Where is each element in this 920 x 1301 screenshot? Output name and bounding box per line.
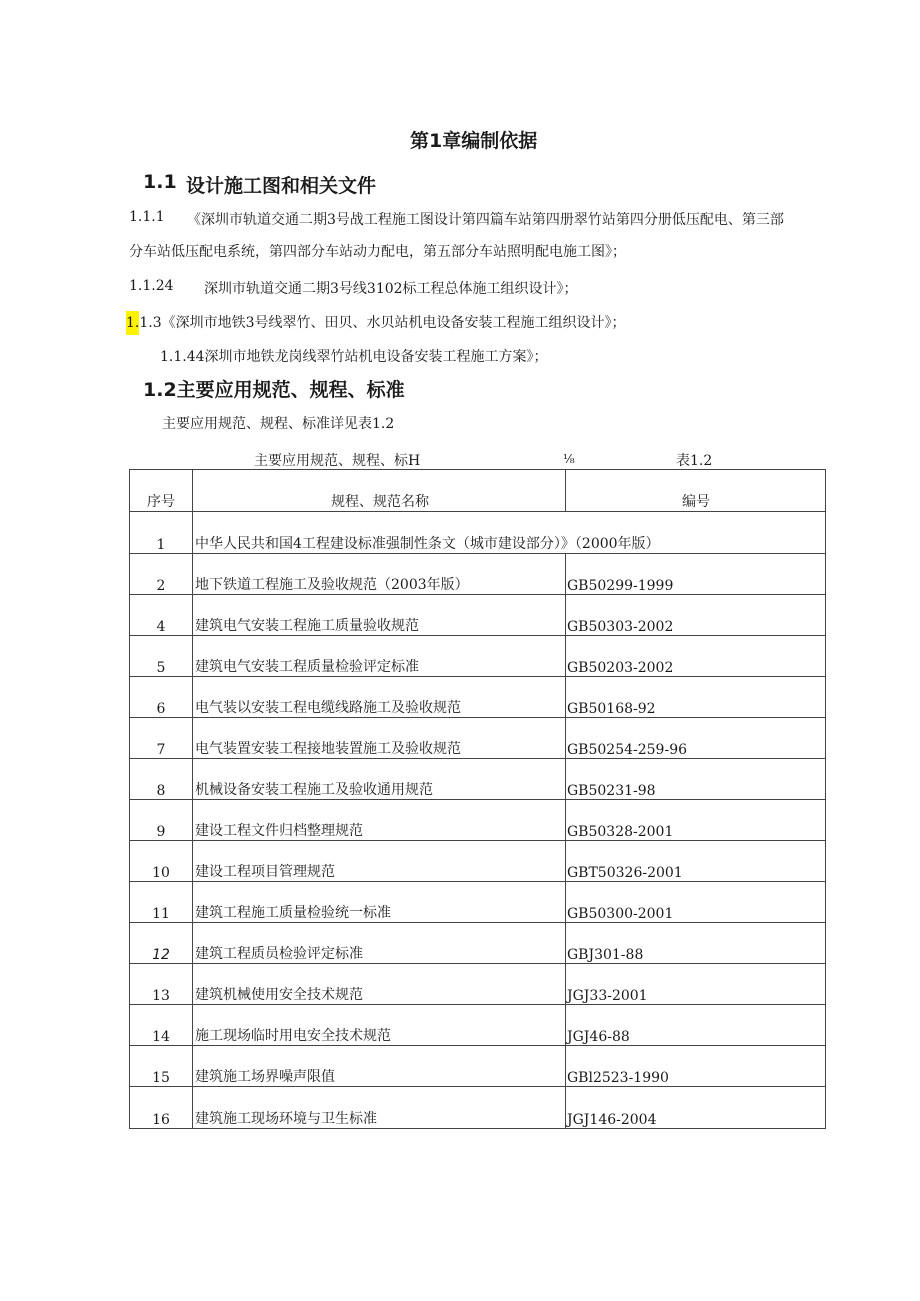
highlight-mark: 1. [126,311,139,335]
row-name: 建筑电气安装工程施工质量验收规范 [193,595,566,636]
row-name: 建筑机械使用安全技术规范 [193,964,566,1005]
row-name: 建设工程项目管理规范 [193,841,566,882]
table-row [130,677,826,718]
row-name: 机械设备安装工程施工及验收通用规范 [193,759,566,800]
table-row [130,882,826,923]
item-1-1-1-number: 1.1.1 [129,209,165,225]
row-name: 地下铁道工程施工及验收规范（2003年版） [193,554,566,595]
table-row [130,512,826,554]
table-row [130,636,826,677]
row-name: 电气装以安装工程电缆线路施工及验收规范 [193,677,566,718]
row-num: 8 [130,759,193,800]
standards-table [129,469,826,1129]
row-num: 4 [130,595,193,636]
row-code: GB50300-2001 [566,882,826,923]
header-code: 编号 [566,470,826,512]
row-num: 1 [130,512,193,554]
row-name: 建筑施工现场环境与卫生标准 [193,1087,566,1129]
table-row [130,554,826,595]
row-num: 7 [130,718,193,759]
row-num: 11 [130,882,193,923]
row-code: GB50231-98 [566,759,826,800]
row-num: 5 [130,636,193,677]
table-row [130,923,826,964]
row-num: 10 [130,841,193,882]
row-code: GBJ301-88 [566,923,826,964]
item-1-1-24-text: 深圳市轨道交通二期3号线3102标工程总体施工组织设计》； [204,281,578,297]
section-1-1-title: 设计施工图和相关文件 [186,175,377,197]
item-1-1-1-line1: 《深圳市轨道交通二期3号战工程施工图设计第四篇车站第四册翠竹站第四分册低压配电、第三部 [187,212,784,228]
item-1-1-3 [126,312,626,332]
row-code: GB50328-2001 [566,800,826,841]
row-name: 中华人民共和国4工程建设标准强制性条文（城市建设部分）》（2000年版） [193,512,826,554]
item-1-1-3-number: 1.3 [139,315,162,331]
table-row [130,841,826,882]
table-row [130,718,826,759]
row-code: GBl2523-1990 [566,1046,826,1087]
row-num: 14 [130,1005,193,1046]
item-1-1-44-text: 1.1.44深圳市地铁龙岗线翠竹站机电设备安装工程施工方案》； [160,349,548,365]
row-num: 16 [130,1087,193,1129]
row-code: JGJ146-2004 [566,1087,826,1129]
row-num: 2 [130,554,193,595]
row-name: 建设工程文件归档整理规范 [193,800,566,841]
table-caption-right: 表1.2 [676,453,713,469]
row-code: GB50299-1999 [566,554,826,595]
table-row [130,1046,826,1087]
table-row [130,595,826,636]
item-1-1-1-line2: 分车站低压配电系统，第四部分车站动力配电，第五部分车站照明配电施工图》； [129,244,626,260]
row-code: JGJ33-2001 [566,964,826,1005]
table-caption-mid: ⅛ [563,452,575,466]
item-1-1-3-text: 《深圳市地铁3号线翠竹、田贝、水贝站机电设备安装工程施工组织设计》； [161,315,626,331]
chapter-title: 第1章编制依据 [410,130,538,152]
row-name: 电气装置安装工程接地装置施工及验收规范 [193,718,566,759]
row-code: JGJ46-88 [566,1005,826,1046]
header-num: 序号 [130,470,193,512]
table-row [130,800,826,841]
table-row [130,1087,826,1129]
table-caption-left: 主要应用规范、规程、标H [254,453,421,469]
row-num: 9 [130,800,193,841]
table-row [130,964,826,1005]
table-row [130,1005,826,1046]
row-name: 施工现场临时用电安全技术规范 [193,1005,566,1046]
row-name: 建筑施工场界噪声限值 [193,1046,566,1087]
row-name: 建筑电气安装工程质量检验评定标准 [193,636,566,677]
table-row [130,759,826,800]
row-num: 13 [130,964,193,1005]
header-name: 规程、规范名称 [193,470,566,512]
row-code: GBT50326-2001 [566,841,826,882]
section-1-1-number: 1.1 [143,171,177,193]
row-name: 建筑工程施工质量检验统一标准 [193,882,566,923]
row-code: GB50303-2002 [566,595,826,636]
row-num: 15 [130,1046,193,1087]
row-num: 6 [130,677,193,718]
section-1-2-intro: 主要应用规范、规程、标准详见表1.2 [162,416,395,432]
table-header-row [130,470,826,512]
item-1-1-24-number: 1.1.24 [129,278,174,294]
row-code: GB50203-2002 [566,636,826,677]
row-code: GB50254-259-96 [566,718,826,759]
row-code: GB50168-92 [566,677,826,718]
row-name: 建筑工程质员检验评定标准 [193,923,566,964]
row-num: 12 [130,923,193,964]
section-1-2-title: 1.2主要应用规范、规程、标准 [143,379,405,401]
